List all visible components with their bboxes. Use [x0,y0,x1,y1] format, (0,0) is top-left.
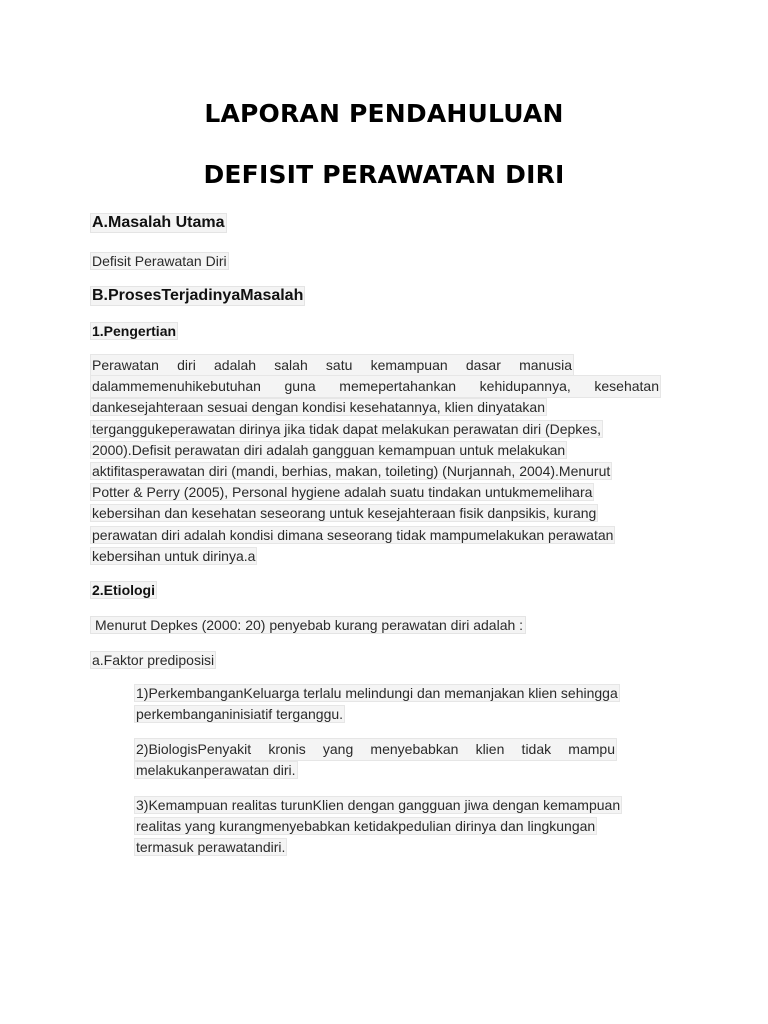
section-a-heading: A.Masalah Utama [92,214,225,231]
section-a-text-value: Defisit Perawatan Diri [92,253,227,269]
paragraph-line: perawatan diri adalah kondisi dimana seseorang tidak mampumelakukan perawatan [92,526,614,543]
list-item-line: realitas yang kurangmenyebabkan ketidakpedulian dirinya dan lingkungan [136,818,596,835]
paragraph-line: Perawatan diri adalah salah satu kemampuan dasar manusia [91,355,660,376]
faktor-prediposisi-value: a.Faktor prediposisi [92,652,215,668]
paragraph-line: aktifitasperawatan diri (mandi, berhias, makan, toileting) (Nurjannah, 2004).Menurut [92,463,611,480]
paragraph-line: terganggukeperawatan dirinya jika tidak dapat melakukan perawatan diri (Depkes, [92,420,601,437]
paragraph-line: dankesejahteraan sesuai dengan kondisi kesehatannya, klien dinyatakan [92,399,545,416]
paragraph-line: kebersihan untuk dirinya.a [92,547,256,564]
paragraph-line: 2000).Defisit perawatan diri adalah gangguan kemampuan untuk melakukan [92,441,566,458]
list-item-line: 3)Kemampuan realitas turunKlien dengan gangguan jiwa dengan kemampuan [136,797,621,813]
paragraph-line: kebersihan dan kesehatan seseorang untuk kesejahteraan fisik danpsikis, kurang [92,505,597,522]
faktor-prediposisi [91,650,215,671]
etiologi-intro-value: Menurut Depkes (2000: 20) penyebab kurang perawatan diri adalah : [91,617,525,633]
etiologi-heading: 2.Etiologi [92,582,155,598]
list-item-line: melakukanperawatan diri. [136,762,296,779]
etiologi-intro [91,615,525,636]
paragraph-line: Potter & Perry (2005), Personal hygiene adalah suatu tindakan untukmemelihara [92,484,593,501]
paragraph-line: dalammemenuhikebutuhan guna memepertahankan kehidupannya, kesehatan [91,376,660,397]
list-item-line: 1)PerkembanganKeluarga terlalu melindungi dan memanjakan klien sehingga [136,685,618,701]
section-a-text [91,251,228,272]
section-b-heading: B.ProsesTerjadinyaMasalah [92,287,304,304]
list-item [135,739,616,781]
document-title: LAPORAN PENDAHULUAN [204,99,564,128]
list-item-line: 2)BiologisPenyakit kronis yang menyebabkan klien tidak mampu [135,739,616,760]
list-item-line: perkembanganinisiatif terganggu. [136,706,344,723]
pengertian-paragraph [91,355,660,567]
list-item [135,795,621,859]
list-item-line: termasuk perawatandiri. [136,839,286,856]
list-item [135,683,619,725]
document-subtitle: DEFISIT PERAWATAN DIRI [203,160,565,189]
pengertian-heading: 1.Pengertian [92,323,177,339]
